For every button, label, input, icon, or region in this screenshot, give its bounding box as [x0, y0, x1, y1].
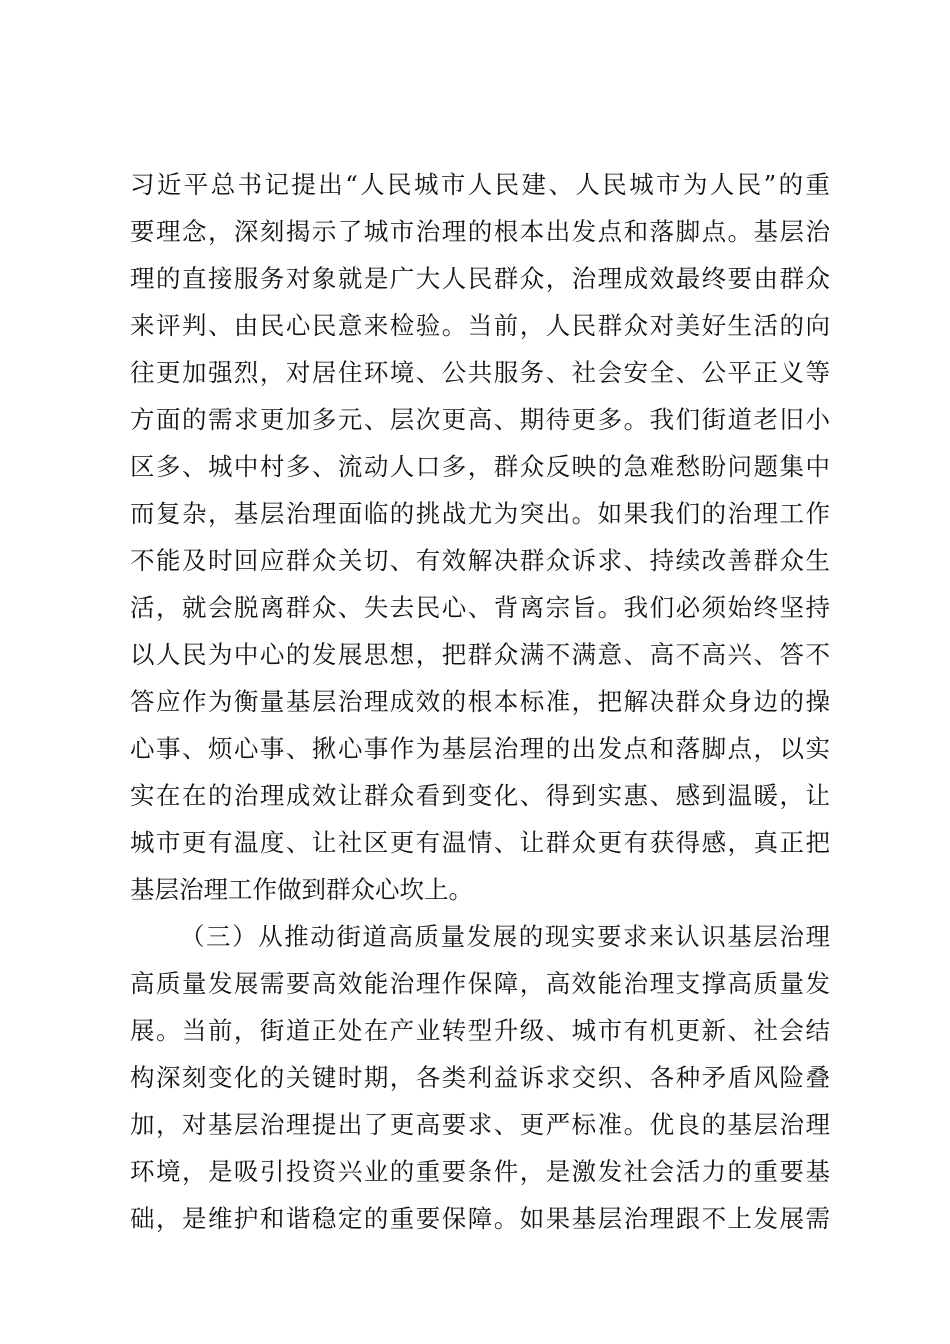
text-line: 要理念，深刻揭示了城市治理的根本出发点和落脚点。基层治	[130, 217, 830, 246]
text-line: 方面的需求更加多元、层次更高、期待更多。我们街道老旧小	[130, 405, 830, 434]
text-line: 环境，是吸引投资兴业的重要条件，是激发社会活力的重要基	[130, 1157, 830, 1186]
text-line: 不能及时回应群众关切、有效解决群众诉求、持续改善群众生	[130, 546, 830, 575]
text-line: 活，就会脱离群众、失去民心、背离宗旨。我们必须始终坚持	[130, 593, 830, 622]
body-text	[130, 161, 830, 1242]
text-line: 展。当前，街道正处在产业转型升级、城市有机更新、社会结	[130, 1016, 830, 1045]
text-line: 构深刻变化的关键时期，各类利益诉求交织、各种矛盾风险叠	[130, 1063, 830, 1092]
text-line: 以人民为中心的发展思想，把群众满不满意、高不高兴、答不	[130, 640, 830, 669]
text-line: 习近平总书记提出“人民城市人民建、人民城市为人民”的重	[130, 170, 830, 199]
text-line: 加，对基层治理提出了更高要求、更严标准。优良的基层治理	[130, 1110, 830, 1139]
section-heading-line: （三）从推动街道高质量发展的现实要求来认识基层治理	[180, 922, 830, 951]
paragraph-1	[130, 161, 830, 913]
text-line: 高质量发展需要高效能治理作保障，高效能治理支撑高质量发	[130, 969, 830, 998]
text-line: 础，是维护和谐稳定的重要保障。如果基层治理跟不上发展需	[130, 1204, 830, 1233]
text-line: 基层治理工作做到群众心坎上。	[130, 875, 473, 904]
text-line: 心事、烦心事、揪心事作为基层治理的出发点和落脚点，以实	[130, 734, 830, 763]
text-line: 理的直接服务对象就是广大人民群众，治理成效最终要由群众	[130, 264, 830, 293]
paragraph-2	[130, 913, 830, 1242]
text-line: 答应作为衡量基层治理成效的根本标准，把解决群众身边的操	[130, 687, 830, 716]
text-line: 区多、城中村多、流动人口多，群众反映的急难愁盼问题集中	[130, 452, 830, 481]
text-line: 往更加强烈，对居住环境、公共服务、社会安全、公平正义等	[130, 358, 830, 387]
text-line: 来评判、由民心民意来检验。当前，人民群众对美好生活的向	[130, 311, 830, 340]
text-line: 实在在的治理成效让群众看到变化、得到实惠、感到温暖，让	[130, 781, 830, 810]
text-line: 城市更有温度、让社区更有温情、让群众更有获得感，真正把	[130, 828, 830, 857]
text-line: 而复杂，基层治理面临的挑战尤为突出。如果我们的治理工作	[130, 499, 830, 528]
